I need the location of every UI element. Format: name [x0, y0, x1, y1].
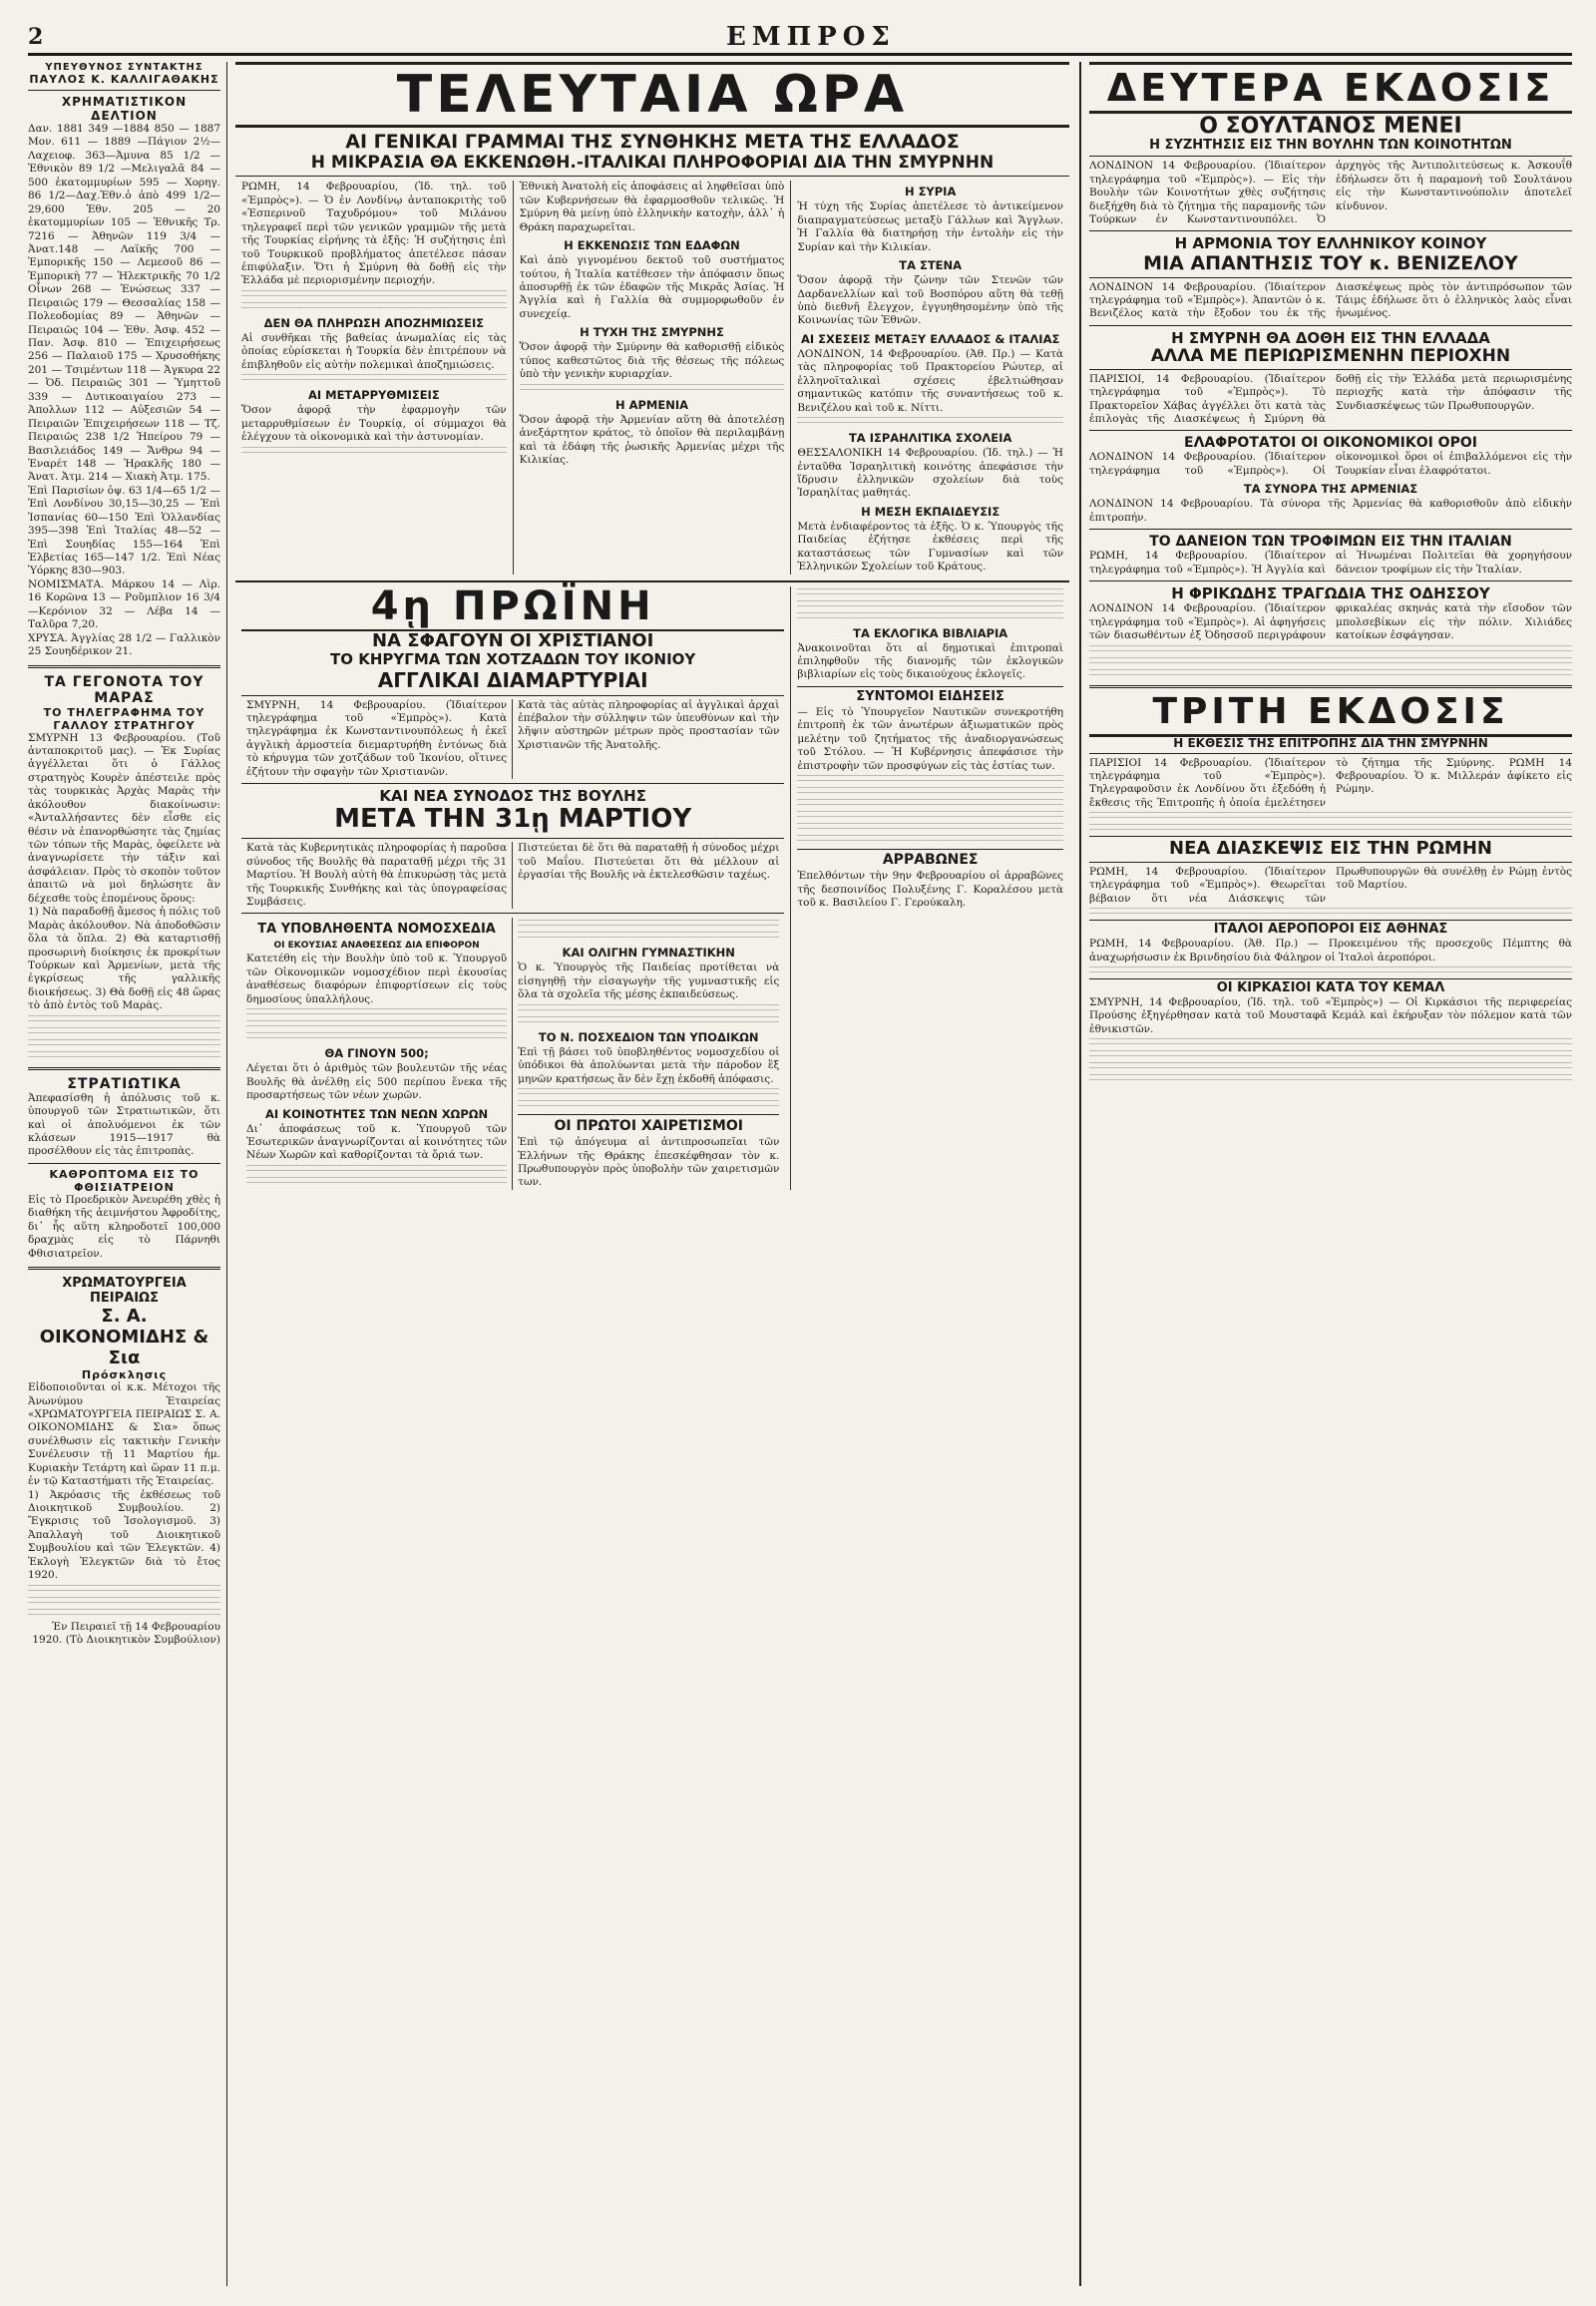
treaty-headline: ΑΙ ΓΕΝΙΚΑΙ ΓΡΑΜΜΑΙ ΤΗΣ ΣΥΝΘΗΚΗΣ ΜΕΤΑ ΤΗΣ ΕΛΛΑΔΟΣ [345, 131, 960, 153]
preaching-headline: ΤΟ ΚΗΡΥΓΜΑ ΤΩΝ ΧΟΤΖΑΔΩΝ ΤΟΥ ΙΚΟΝΙΟΥ [330, 650, 696, 669]
smyrna-greece-text: ΠΑΡΙΣΙΟΙ, 14 Φεβρουαρίου. (Ἰδιαίτερον τηλεγράφημα τοῦ «Ἐμπρὸς»). Τὸ Πρακτορεῖον Χάβας ἀγγέλλει ὅτι κατὰ τὰς ἐπιλογὰς τῆς Διασκέψεως ἡ Σμύρνη θὰ δοθῇ εἰς τὴν Ἑλλάδα μετὰ περιωρισμένης περιοχῆς κατὰ τὴν ἀπόφασιν τῆς Συνδιασκέψεως τῶν Πρωθυπουργῶν. [1089, 372, 1572, 425]
odessa-headline: Η ΦΡΙΚΩΔΗΣ ΤΡΑΓΩΔΙΑ ΤΗΣ ΟΔΗΣΣΟΥ [1171, 584, 1490, 603]
economic-terms-text: ΛΟΝΔΙΝΟΝ 14 Φεβρουαρίου. (Ἰδιαίτερον τηλεγράφημα τοῦ «Ἐμπρὸς»). Οἱ οἰκονομικοὶ ὅροι οἱ ἐπιβαλλόμενοι εἰς τὴν Τουρκίαν εἶναι ἐλαφρότατοι. [1089, 451, 1572, 477]
bread-title: ΔΕΝ ΘΑ ΠΛΗΡΩΣΗ ΑΠΟΖΗΜΙΩΣΕΙΣ [263, 315, 485, 330]
market-title: ΧΡΗΜΑΤΙΣΤΙΚΟΝ ΔΕΛΤΙΟΝ [61, 95, 188, 123]
sultan-headline: Ο ΣΟΥΛΤΑΝΟΣ ΜΕΝΕΙ [1199, 114, 1462, 139]
newspaper-page [28, 22, 1572, 2286]
rome-conference-headline: ΝΕΑ ΔΙΑΣΚΕΨΙΣ ΕΙΣ ΤΗΝ ΡΩΜΗΝ [1089, 836, 1572, 863]
mid-edu-text: Μετὰ ἐνδιαφέροντος τὰ ἑξῆς. Ὁ κ. Ὑπουργὸς τῆς Παιδείας ἐζήτησε ἐκθέσεις περὶ τῆς καταστάσεως τῶν Γυμνασίων καὶ τῶν Ἑλληνικῶν Σχολείων τοῦ Κράτους. [797, 520, 1063, 574]
last-hour-banner: ΤΕΛΕΥΤΑΙΑ ΩΡΑ [235, 62, 1069, 128]
reform-text: Ὅσον ἀφορᾷ τὴν ἐφαρμογὴν τῶν μεταρρυθμίσεων ἐν Τουρκίᾳ, οἱ σύμμαχοι θὰ ἐλέγχουν τὰ οἰκονομικὰ καὶ τὴν ἀστυνομίαν. [241, 404, 507, 444]
aviators-text: ΡΩΜΗ, 14 Φεβρουαρίου. (Ἀθ. Πρ.) — Προκειμένου τῆς προσεχοῦς Πέμπτης θὰ ἀναχωρήσωσιν ἐκ Βρινδησίου διὰ Φάληρον οἱ Ἰταλοὶ ἀεροπόροι. [1089, 938, 1572, 963]
kemal-text: ΣΜΥΡΝΗ, 14 Φεβρουαρίου, (Ἰδ. τηλ. τοῦ «Ἐμπρὸς») — Οἱ Κιρκάσιοι τῆς περιφερείας Προύσης ἐξηγέρθησαν κατὰ τοῦ Μουσταφᾶ Κεμάλ καὶ ἐκήρυξαν τὸν πόλεμον κατὰ τῶν ἐθνικιστῶν. [1089, 996, 1572, 1035]
sultan-text: ΛΟΝΔΙΝΟΝ 14 Φεβρουαρίου. (Ἰδιαίτερον τηλεγράφημα τοῦ «Ἐμπρὸς»). — Εἰς τὴν Βουλὴν τῶν Κοινοτήτων χθὲς συζήτησις διεξήχθη διὰ τὸ ζήτημα τῆς παραμονῆς τῶν Τούρκων ἐν Κωνσταντινουπόλει. Ὁ ἀρχηγὸς τῆς Ἀντιπολιτεύσεως κ. Ἀσκουΐθ ἐδήλωσεν ὅτι ἡ παραμονὴ τοῦ Σουλτάνου εἰς τὴν Κωνσταντινούπολιν ἀποτελεῖ κίνδυνον. [1089, 160, 1572, 225]
economic-terms-headline: ΕΛΑΦΡΟΤΑΤΟΙ ΟΙ ΟΙΚΟΝΟΜΙΚΟΙ ΟΡΟΙ [1184, 435, 1477, 452]
fourth-edition-banner: 4ῃ ΠΡΩΪΝΗ [241, 586, 784, 631]
feb-text: Λέγεται ὅτι ὁ ἀριθμὸς τῶν βουλευτῶν τῆς νέας Βουλῆς θὰ ἀνέλθῃ εἰς 500 περίπου ἕνεκα τῆς προσαρτήσεως τῶν νέων χωρῶν. [246, 1062, 508, 1102]
odessa-text: ΛΟΝΔΙΝΟΝ 14 Φεβρουαρίου. (Ἰδιαίτερον τηλεγράφημα τοῦ «Ἐμπρὸς»). Αἱ ἀφηγήσεις τῶν διασωθέντων ἐξ Ὀδησσοῦ περιγράφουν φρικαλέας σκηνάς κατὰ τὴν εἴσοδον τῶν μπολσεβίκων εἰς τὴν πόλιν. Χιλιάδες κατοίκων ἐσφάγησαν. [1089, 602, 1572, 642]
betrothal-title: ΑΡΡΑΒΩΝΕΣ [797, 849, 1063, 868]
unity-text: ΛΟΝΔΙΝΟΝ 14 Φεβρουαρίου. (Ἰδιαίτερον τηλεγράφημα τοῦ «Ἐμπρὸς»). Ἀπαντῶν ὁ κ. Βενιζέλος κατὰ τὴν ἔξοδον του ἐκ τῆς Διασκέψεως πρὸς τὸν ἀντιπρόσωπον τῶν Τάιμς ἐδήλωσε ὅτι ὁ ἑλληνικὸς λαὸς εἶναι ἡνωμένος. [1089, 280, 1572, 320]
editor-name: ΠΑΥΛΟΣ Κ. ΚΑΛΛΙΓΑΘΑΚΗΣ [29, 73, 219, 86]
ad-name: Σ. Α. ΟΙΚΟΝΟΜΙΔΗΣ & Σια [39, 1306, 209, 1369]
ad-subtitle: Πρόσκλησις [81, 1368, 168, 1382]
bills-title: ΤΑ ΥΠΟΒΛΗΘΕΝΤΑ ΝΟΜΟΣΧΕΔΙΑ [257, 922, 496, 938]
israel-title: ΤΑ ΙΣΡΑΗΛΙΤΙΚΑ ΣΧΟΛΕΙΑ [848, 431, 1012, 446]
sultan-subheadline: Η ΣΥΖΗΤΗΣΙΣ ΕΙΣ ΤΗΝ ΒΟΥΛΗΝ ΤΩΝ ΚΟΙΝΟΤΗΤΩΝ [1089, 139, 1572, 157]
masthead [28, 22, 1572, 56]
center-columns [235, 62, 1069, 2286]
straits-title: ΤΑ ΣΤΕΝΑ [899, 258, 963, 273]
third-edition-banner: ΤΡΙΤΗ ΕΚΔΟΣΙΣ [1089, 694, 1572, 737]
reform-title: ΑΙ ΜΕΤΑΡΡΥΘΜΙΣΕΙΣ [307, 388, 440, 403]
third-edition-text: ΠΑΡΙΣΙΟΙ 14 Φεβρουαρίου. (Ἰδιαίτερον τηλεγράφημα τοῦ «Ἐμπρὸς»). Τηλεγραφοῦσιν ἐκ Λονδίνου ὅτι ἐξεδόθη ἡ ἔκθεσις τῆς Ἐπιτροπῆς ἡ ὁποία ἐμελέτησεν τὸ ζήτημα τῆς Σμύρνης. ΡΩΜΗ 14 Φεβρουαρίου. Ὁ κ. Μιλλεράν ἀφίκετο εἰς Ρώμην. [1089, 756, 1572, 809]
gospels-text: Ἐπὶ τῇ βάσει τοῦ ὑποβληθέντος νομοσχεδίου οἱ ὑπόδικοι θὰ ἀπολύωνται μετὰ τὴν πάροδον ἓξ μηνῶν κρατήσεως ἂν δὲν ἔχῃ ἐκδοθῆ ἀπόφασις. [518, 1045, 780, 1085]
greet-text: Ἐπὶ τῷ ἀπόγευμα αἱ ἀντιπροσωπεῖαι τῶν Ἑλλήνων τῆς Θράκης ἐπεσκέφθησαν τὸν κ. Πρωθυπουργὸν πρὸς ὑποβολὴν τῶν χαιρετισμῶν των. [518, 1136, 780, 1189]
fire-text: Εἰς τὸ Προεδρικὸν Ἀνευρέθη χθὲς ἡ διαθήκη τῆς ἀειμνήστου Ἀφροδίτης, δι᾽ ἧς αὕτη κληροδοτεῖ 100,000 δραχμὰς εἰς τὸ Πάρνηθι Φθισιατρεῖον. [28, 1193, 220, 1260]
asia-minor-headline: Η ΜΙΚΡΑΣΙΑ ΘΑ ΕΚΚΕΝΩΘΗ.-ΙΤΑΛΙΚΑΙ ΠΛΗΡΟΦΟΡΙΑΙ ΔΙΑ ΤΗΝ ΣΜΥΡΝΗΝ [235, 154, 1069, 178]
food-loan-text: ΡΩΜΗ, 14 Φεβρουαρίου. (Ἰδιαίτερον τηλεγράφημα τοῦ «Ἐμπρὸς»). Ἡ Ἀγγλία καὶ αἱ Ἡνωμέναι Πολιτεῖαι θὰ χορηγήσουν δάνειον τροφίμων εἰς τὴν Ἰταλίαν. [1089, 550, 1572, 576]
relations-title: ΑΙ ΣΧΕΣΕΙΣ ΜΕΤΑΞΥ ΕΛΛΑΔΟΣ & ΙΤΑΛΙΑΣ [800, 331, 1060, 346]
protests-headline: ΑΓΓΛΙΚΑΙ ΔΙΑΜΑΡΤΥΡΙΑΙ [241, 669, 784, 696]
market-text-2: Ἐπὶ Παρισίων ὀψ. 63 1/4—65 1/2 — Ἐπὶ Λονδίνου 30,15—30,25 — Ἐπὶ Ἰσπανίας 60—150 Ἐπὶ Ὁλλανδίας 395—398 Ἐπὶ Ἰταλίας 48—52 — Ἐπὶ Σουηδίας 155—164 Ἐπὶ Ἑλβετίας 165—147 1/2. Ἐπὶ Νέας Ὑόρκης 830—903. [28, 484, 220, 577]
relations-text: ΛΟΝΔΙΝΟΝ, 14 Φεβρουαρίου. (Ἀθ. Πρ.) — Κατὰ τὰς πληροφορίας τοῦ Πρακτορείου Ρώυτερ, αἱ ἑλληνοϊταλικαὶ σχέσεις ἐβελτιώθησαν σημαντικῶς κατόπιν τῆς συναντήσεως τοῦ κ. Βενιζέλου καὶ τοῦ κ. Νίττι. [797, 347, 1063, 414]
food-loan-headline: ΤΟ ΔΑΝΕΙΟΝ ΤΩΝ ΤΡΟΦΙΜΩΝ ΕΙΣ ΤΗΝ ΙΤΑΛΙΑΝ [1149, 534, 1512, 551]
assembly-headline: ΚΑΙ ΝΕΑ ΣΥΝΟΔΟΣ ΤΗΣ ΒΟΥΛΗΣ [379, 787, 646, 806]
left-column [28, 62, 227, 2286]
gospels-title: ΤΟ Ν. ΠΟΣΧΕΔΙΟΝ ΤΩΝ ΥΠΟΔΙΚΩΝ [538, 1029, 759, 1044]
armenia-borders-title: ΤΑ ΣΥΝΟΡΑ ΤΗΣ ΑΡΜΕΝΙΑΣ [1243, 482, 1418, 497]
community-title: ΑΙ ΚΟΙΝΟΤΗΤΕΣ ΤΩΝ ΝΕΩΝ ΧΩΡΩΝ [264, 1106, 489, 1121]
march-31-headline: ΜΕΤΑ ΤΗΝ 31ῃ ΜΑΡΤΙΟΥ [241, 805, 784, 839]
armenia-borders-text: ΛΟΝΔΙΝΟΝ 14 Φεβρουαρίου. Τὰ σύνορα τῆς Ἀρμενίας θὰ καθορισθοῦν ἀπὸ εἰδικὴν ἐπιτροπήν. [1089, 498, 1572, 524]
books-title: ΤΑ ΕΚΛΟΓΙΚΑ ΒΙΒΛΙΑΡΙΑ [853, 625, 1008, 640]
bread-text: Αἱ συνθῆκαι τῆς βαθείας ἀνωμαλίας εἰς τὰς ὁποίας εὑρίσκεται ἡ Τουρκία δὲν ἐπιτρέπουν νὰ ἐπιβληθοῦν εἰς αὐτὴν πολεμικαὶ ἀποζημιώσεις. [241, 331, 507, 371]
restricted-area-headline: ΑΛΛΑ ΜΕ ΠΕΡΙΩΡΙΣΜΕΝΗΝ ΠΕΡΙΟΧΗΝ [1089, 347, 1572, 370]
ad-signature: Ἐν Πειραιεῖ τῇ 14 Φεβρουαρίου 1920. (Τὸ Διοικητικὸν Συμβούλιον) [32, 1620, 220, 1647]
fourth-text-2: Κατὰ τὰς αὐτὰς πληροφορίας αἱ ἀγγλικαὶ ἀρχαὶ ἐπέβαλον τὴν σύλληψιν τῶν ὑπευθύνων καὶ τὴν λῆψιν αὐστηρῶν μέτρων πρὸς προστασίαν τῶν Χριστιανῶν τῆς Ἀνατολῆς. [518, 698, 780, 751]
assembly-text: Κατὰ τὰς Κυβερνητικὰς πληροφορίας ἡ παροῦσα σύνοδος τῆς Βουλῆς θὰ παραταθῇ μέχρι τῆς 31 Μαρτίου. Ἡ Βουλὴ αὐτὴ θὰ ἐπικυρώσῃ τὰς μετὰ τῆς Τουρκικῆς Συνθήκης καὶ τὰς ὑπογραφείσας Συμβάσεις. [246, 842, 508, 909]
syria-text: Ἡ τύχη τῆς Συρίας ἀπετέλεσε τὸ ἀντικείμενον διαπραγματεύσεως μεταξὺ Γάλλων καὶ Ἄγγλων. Ἡ Γαλλία θὰ διατηρήσῃ τὴν ἐντολὴν εἰς τὴν Συρίαν καὶ τὴν Κιλικίαν. [797, 200, 1063, 253]
greet-title: ΟΙ ΠΡΩΤΟΙ ΧΑΙΡΕΤΙΣΜΟΙ [518, 1114, 779, 1134]
community-text: Δι᾽ ἀποφάσεως τοῦ κ. Ὑπουργοῦ τῶν Ἐσωτερικῶν ἀναγνωρίζονται αἱ κοινότητες τῶν Νέων Χωρῶν καὶ καθορίζονται τὰ ὅριά των. [246, 1122, 508, 1162]
market-text: Δαν. 1881 349 —1884 850 — 1887 Μον. 611 — 1889 —Πάγιον 2½—Λαχειοφ. 363—Ἀμυνα 85 1/2 —Ἐθνικὸν 89 1/2 —Μελιγαλᾶ 84 — 500 ἑκατομμυρίων 595 — Χορηγ. 86 1/2—Δαχ.Ἐθν.ὁ ἀπὸ 499 1/2—29,600 Ἐθν. 205 — 20 ἑκατομμυρίων 105 — Ἐθνικῆς Τρ. 7216 — Ἀθηνῶν 119 3/4 — Ἀνατ.148 — Λαϊκῆς 700 — Ἐμπορικῆς 150 — Λεμεσοῦ 86 — Ἐμπορικὴ 77 — Ἠλεκτρικῆς 70 1/2 Οἶνων 268 — Ἑνώσεως 337 — Πειραιῶς 179 — Θεσσαλίας 158 — Πολεοδομίας 89 — Ἀθηνῶν — Πειραιῶς 104 — Ἐθν. Ἀσφ. 452 — Παν. Ἀσφ. 810 — Ἐπιχειρήσεως 256 — Παλαιοῦ 175 — Χρυσοθήκης 201 — Τσιμέντων 118 — Ἀγκυρα 22 — Ὀδ. Πειραιῶς 301 — Ὑμηττοῦ 339 — Δυτικοαιγαίου 273 — Ἀπολλων 112 — Αὐξεσιῶν 54 — Πειραιῶν Ἐπιχειρήσεων 118 — Τζ. Πειραιῶς 238 1/2 Ἠπείρου 79 — Βασιλειάδος 149 — Ἄνθρω 94 — Ἐναρέτ 148 — Ἡρακλῆς 180 — Ἀνατ. Ἀτμ. 214 — Χιακὴ Ἀτμ. 175. [28, 123, 220, 484]
editor-label: ΥΠΕΥΘΥΝΟΣ ΣΥΝΤΑΚΤΗΣ [45, 62, 203, 73]
ad-points: 1) Ἀκρόασις τῆς ἐκθέσεως τοῦ Διοικητικοῦ Συμβουλίου. 2) Ἔγκρισις τοῦ Ἰσολογισμοῦ. 3) Ἀπαλλαγὴ τοῦ Διοικητικοῦ Συμβουλίου καὶ τῶν Ἐλεγκτῶν. 4) Ἐκλογὴ Ἐλεγκτῶν διὰ τὸ ἔτος 1920. [28, 1488, 220, 1582]
ad-title: ΧΡΩΜΑΤΟΥΡΓΕΙΑ ΠΕΙΡΑΙΩΣ [62, 1276, 187, 1307]
army-text: Ἀπεφασίσθη ἡ ἀπόλυσις τοῦ κ. ὑπουργοῦ τῶν Στρατιωτικῶν, ὅτι καὶ οἱ ἀπολυόμενοι ἐκ τῶν κλάσεων 1915—1917 θὰ προσέλθουν εἰς τὰς ἐπιτροπὰς. [28, 1091, 220, 1158]
gym-title: ΚΑΙ ΟΛΙΓΗΝ ΓΥΜΝΑΣΤΙΚΗΝ [562, 946, 735, 961]
rome-conference-text: ΡΩΜΗ, 14 Φεβρουαρίου. (Ἰδιαίτερον τηλεγράφημα τοῦ «Ἐμπρὸς»). Θεωρεῖται βέβαιον ὅτι νέα Διάσκεψις τῶν Πρωθυπουργῶν θὰ συνέλθῃ ἐν Ρώμῃ ἐντὸς τοῦ Μαρτίου. [1089, 865, 1572, 905]
straits-text: Ὅσον ἀφορᾷ τὴν ζώνην τῶν Στενῶν τῶν Δαρδανελλίων καὶ τοῦ Βοσπόρου αὕτη θὰ τεθῇ ὑπὸ διεθνῆ ἔλεγχον, ἐγγυηθησομένην ὑπὸ τῆς Κοινωνίας τῶν Ἐθνῶν. [797, 274, 1063, 327]
bills-text: Κατετέθη εἰς τὴν Βουλὴν ὑπὸ τοῦ κ. Ὑπουργοῦ τῶν Οἰκονομικῶν νομοσχέδιον περὶ ἐκουσίας ἀναθέσεως διαφόρων ἐπιφορτίσεων εἰς τοὺς δημοσίους ὑπαλλήλους. [246, 953, 508, 1005]
gym-text: Ὁ κ. Ὑπουργὸς τῆς Παιδείας προτίθεται νὰ εἰσηγηθῇ τὴν εἰσαγωγὴν τῆς γυμναστικῆς εἰς ὅλα τὰ σχολεῖα τῆς μέσης ἐκπαιδεύσεως. [518, 961, 780, 1001]
armenia-title: Η ΑΡΜΕΝΙΑ [614, 397, 689, 412]
fourth-text: ΣΜΥΡΝΗ, 14 Φεβρουαρίου. (Ἰδιαίτερον τηλεγράφημα τοῦ «Ἐμπρὸς»). Κατὰ τηλεγράφημα ἐκ Κωνσταντινουπόλεως ἡ ἐκεῖ ἀγγλικὴ ἀρμοστεία διεμαρτυρήθη ἐντόνως διὰ τὸ κήρυγμα τῶν χοτζάδων τοῦ Ἰκονίου, οἵτινες ἐζήτουν τὴν σφαγὴν τῶν Χριστιανῶν. [246, 698, 508, 778]
third-edition-subheadline: Η ΕΚΘΕΣΙΣ ΤΗΣ ΕΠΙΤΡΟΠΗΣ ΔΙΑ ΤΗΝ ΣΜΥΡΝΗΝ [1089, 737, 1572, 754]
venizelos-headline: ΜΙΑ ΑΠΑΝΤΗΣΙΣ ΤΟΥ κ. ΒΕΝΙΖΕΛΟΥ [1089, 253, 1572, 278]
smyrna-fate-title: Η ΤΥΧΗ ΤΗΣ ΣΜΥΡΝΗΣ [580, 325, 724, 340]
bills-subtitle: ΟΙ ΕΚΟΥΣΙΑΣ ΑΝΑΘΕΣΕΩΣ ΔΙΑ ΕΠΙΦΟΡΟΝ [273, 941, 480, 952]
smyrna-fate-text: Ὅσον ἀφορᾷ τὴν Σμύρνην θὰ καθορισθῇ εἰδικὸς τύπος καθεστῶτος διὰ τῆς θέσεως τῆς πόλεως ὑπὸ τὴν γενικὴν κυριαρχίαν. [519, 341, 785, 381]
army-title: ΣΤΡΑΤΙΩΤΙΚΑ [67, 1075, 182, 1092]
syria-title: Η ΣΥΡΙΑ [904, 185, 957, 199]
story1b-text: Ἐθνικὴ Ἀνατολὴ εἰς ἀποφάσεις αἱ ληφθεῖσαι ὑπὸ τῶν Κυβερνήσεων θὰ ἐφαρμοσθοῦν τελικῶς. Ἡ Σμύρνη θὰ μείνῃ ὑπὸ ἑλληνικὴν κατοχὴν, ἀλλ᾽ ἡ Θράκη παραχωρεῖται. [519, 181, 785, 233]
unity-headline: Η ΑΡΜΟΝΙΑ ΤΟΥ ΕΛΛΗΝΙΚΟΥ ΚΟΙΝΟΥ [1174, 234, 1487, 253]
march-text: ΣΜΥΡΝΗ 13 Φεβρουαρίου. (Τοῦ ἀνταποκριτοῦ μας). — Ἐκ Συρίας ἀγγέλλεται ὅτι ὁ Γάλλος στρατηγὸς Κουρὲν ἀπέστειλε πρὸς τὰς τουρκικὰς Ἀρχὰς Μαρὰς τὴν ἀκόλουθον διακοίνωσιν: «Ἀνταλλήσαντες δὲν εἶσθε εἰς θέσιν νὰ ἐπανορθώσητε τὰς ζημίας τῶν τόπων τῆς Μαρὰς, ὀφείλετε νὰ ἀναγνωρίσετε τὴν τάξιν καὶ ἀσφάλειαν. Πρὸς τὸ σκοπὸν τοῦτον ἀπαιτῶ νὰ μοὶ δηλώσητε ἂν δέχεσθε τοὺς ἑπομένους ὅρους: [28, 731, 220, 905]
paper-name: ΕΜΠΡΟΣ [726, 22, 896, 52]
kemal-headline: ΟΙ ΚΙΡΚΑΣΙΟΙ ΚΑΤΑ ΤΟΥ ΚΕΜΑΛ [1089, 978, 1572, 996]
story1-text: ΡΩΜΗ, 14 Φεβρουαρίου, (Ἰδ. τηλ. τοῦ «Ἐμπρὸς»). — Ὁ ἐν Λονδίνῳ ἀνταποκριτὴς τοῦ «Ἑσπερινοῦ Ταχυδρόμου» τοῦ Μιλάνου τηλεγραφεῖ περὶ τῶν γενικῶν γραμμῶν τῆς μετὰ τῆς Τουρκίας εἰρήνης τὰ ἑξῆς: Ἡ συζήτησις ἐπὶ τοῦ Τουρκικοῦ προβλήματος ἀπετέλεσε πάσαν ἐπιφύλαξιν. Ὅτι ἡ Σμύρνη θὰ δοθῇ εἰς τὴν Ἑλλάδα μὲ περιορισμένην περιοχήν. [241, 181, 507, 287]
march-points: 1) Νὰ παραδοθῇ ἄμεσος ἡ πόλις τοῦ Μαρὰς ἀκόλουθον. Νὰ ἀποδοθῶσιν ὅλα τὰ ὅπλα. 2) Θὰ καταρτισθῇ προσωρινὴ διοίκησις ἐκ προκρίτων Τούρκων καὶ Ἀρμενίων, μετὰ τῆς ἐγκρίσεως τῆς γαλλικῆς διοικήσεως. 3) Θὰ δοθῇ εἰς 48 ὥρας τὸ ἀπὸ ἐντὸς τοῦ Μαρὰς. [28, 906, 220, 1012]
brief-text: — Εἰς τὸ Ὑπουργεῖον Ναυτικῶν συνεκροτήθη ἐπιτροπὴ ἐκ τῶν ἀνωτέρων ἀξιωματικῶν πρὸς μελέτην τοῦ ζητήματος τῆς ἀναδιοργανώσεως τοῦ Στόλου. — Ἡ Κυβέρνησις ἀπεφάσισε τὴν ἐπιστροφὴν τῶν προσφύγων εἰς τὰς ἑστίας των. [797, 705, 1063, 772]
smyrna-greece-headline: Η ΣΜΥΡΝΗ ΘΑ ΔΟΘΗ ΕΙΣ ΤΗΝ ΕΛΛΑΔΑ [1171, 328, 1490, 347]
feb-title: ΘΑ ΓΙΝΟΥΝ 500; [324, 1046, 429, 1061]
assembly-text-2: Πιστεύεται δὲ ὅτι θὰ παραταθῇ ἡ σύνοδος μέχρι τοῦ Μαΐου. Πιστεύεται ὅτι θὰ μέλλουν αἱ ἐργασίαι τῆς Βουλῆς νὰ ἐκτελεσθῶσιν ταχέως. [518, 842, 780, 882]
evac-title: Η ΕΚΚΕΝΩΣΙΣ ΤΩΝ ΕΔΑΦΩΝ [564, 238, 740, 253]
israel-text: ΘΕΣΣΑΛΟΝΙΚΗ 14 Φεβρουαρίου. (Ἰδ. τηλ.) — Ἡ ἐνταῦθα Ἰσραηλιτικὴ κοινότης ἀπεφάσισε τὴν ἵδρυσιν ἑλληνικῶν σχολείων διὰ τοὺς Ἰσραηλίτας μαθητάς. [797, 447, 1063, 500]
page-number: 2 [28, 24, 44, 50]
betrothal-text: Ἐπελθόντων τὴν 9ην Φεβρουαρίου οἱ ἀρραβῶνες τῆς δεσποινίδος Πολυξένης Γ. Κοραλέσου μετὰ τοῦ κ. Βασιλείου Γ. Γερούκαλη. [797, 870, 1063, 909]
brief-title: ΣΥΝΤΟΜΟΙ ΕΙΔΗΣΕΙΣ [797, 686, 1063, 704]
right-column [1079, 62, 1572, 2286]
coins-text: ΝΟΜΙΣΜΑΤΑ. Μάρκου 14 — Λὶρ. 16 Κορῶνα 13 — Ροῦμπλιον 16 3/4 —Κερόνιον 32 — Λέβα 14 — Ταλῦρα 7,20. [28, 577, 220, 631]
fire-title: ΚΑΘΡΟΠΤΟΜΑ ΕΙΣ ΤΟ ΦΘΙΣΙΑΤΡΕΙΟΝ [49, 1167, 200, 1194]
aviators-headline: ΙΤΑΛΟΙ ΑΕΡΟΠΟΡΟΙ ΕΙΣ ΑΘΗΝΑΣ [1089, 920, 1572, 938]
ad-text: Εἰδοποιοῦνται οἱ κ.κ. Μέτοχοι τῆς Ἀνωνύμου Ἑταιρείας «ΧΡΩΜΑΤΟΥΡΓΕΙΑ ΠΕΙΡΑΙΩΣ Σ. Α. ΟΙΚΟΝΟΜΙΔΗΣ & Σια» ὅπως συνέλθωσιν εἰς τακτικὴν Γενικὴν Συνέλευσιν τῇ 11 Μαρτίου ἡμ. Κυριακὴν Τετάρτη καὶ ὥραν 11 π.μ. ἐν τῷ Καταστήματι τῆς Ἑταιρείας. [28, 1381, 220, 1488]
mid-edu-title: Η ΜΕΣΗ ΕΚΠΑΙΔΕΥΣΙΣ [861, 504, 1000, 519]
second-edition-banner: ΔΕΥΤΕΡΑ ΕΚΔΟΣΙΣ [1089, 62, 1572, 114]
march-subtitle: ΤΟ ΤΗΛΕΓΡΑΦΗΜΑ ΤΟΥ ΓΑΛΛΟΥ ΣΤΡΑΤΗΓΟΥ [43, 705, 205, 732]
march-title: ΤΑ ΓΕΓΟΝΟΤΑ ΤΟΥ ΜΑΡΑΣ [44, 673, 204, 706]
gold-text: ΧΡΥΣΑ. Ἀγγλίας 28 1/2 — Γαλλικὸν 25 Σουηδέρικον 21. [28, 631, 220, 658]
christians-headline: ΝΑ ΣΦΑΓΟΥΝ ΟΙ ΧΡΙΣΤΙΑΝΟΙ [372, 629, 654, 651]
books-text: Ἀνακοινοῦται ὅτι αἱ δημοτικαὶ ἐπιτροπαὶ ἐπιληφθοῦν τῆς διανομῆς τῶν ἐκλογικῶν βιβλιαρίων εἰς τοὺς δικαιούχους ἐκλογεῖς. [797, 641, 1063, 681]
armenia-text: Ὅσον ἀφορᾷ τὴν Ἀρμενίαν αὕτη θὰ ἀποτελέσῃ ἀνεξάρτητον κράτος, τὸ ὁποῖον θὰ περιλαμβάνῃ καὶ τὰ ἐδάφη τῆς ῥωσικῆς Ἀρμενίας μέχρι τῆς Κιλικίας. [519, 413, 785, 466]
evac-text: Καὶ ἀπὸ γιγνομένου δεκτοῦ τοῦ συστήματος τούτου, ἡ Ἰταλία κατέθεσεν τὴν ἀπόφασιν ὅπως ἀποσυρθῇ ἐκ τῶν ἐδαφῶν τῆς Μικρᾶς Ἀσίας. Ἡ Ἀγγλία καὶ ἡ Γαλλία θὰ συμμορφωθοῦν ἐν συνεχείᾳ. [519, 254, 785, 320]
lower-story-grid [235, 580, 1069, 1190]
top-story-grid [235, 181, 1069, 574]
